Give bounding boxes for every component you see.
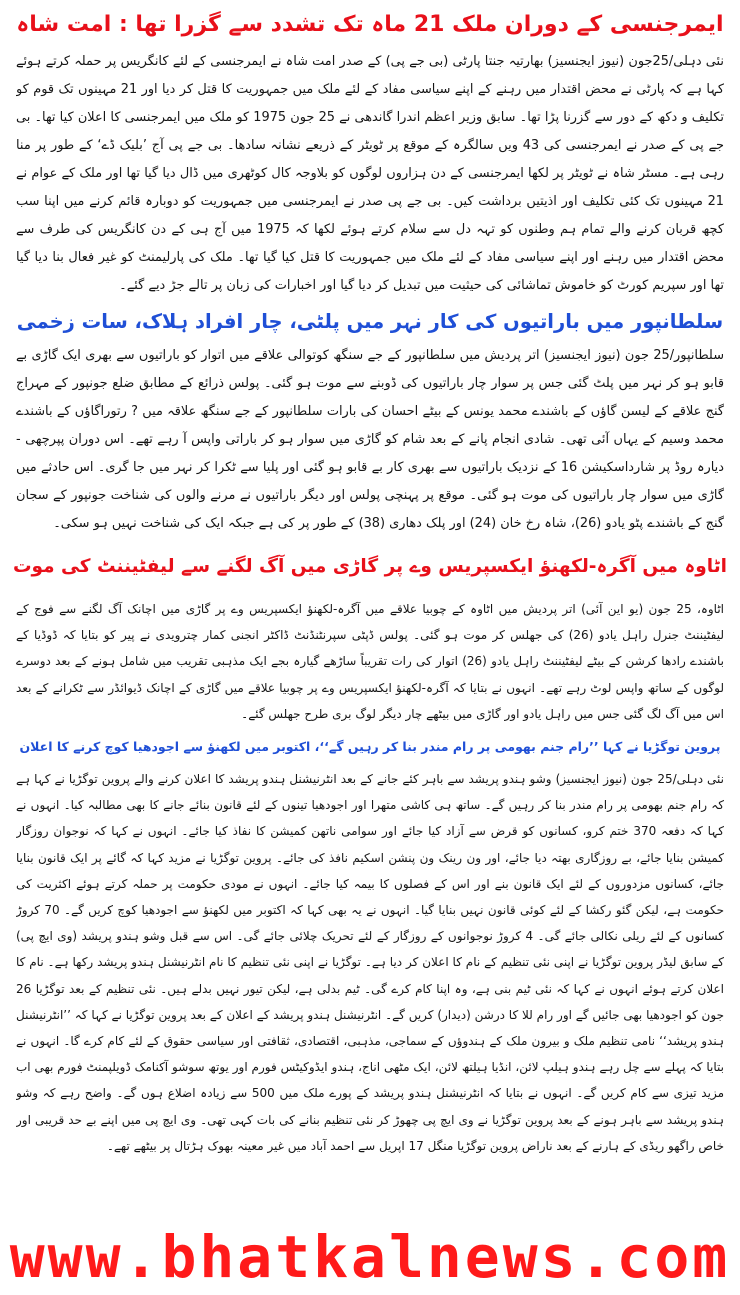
article-body-emergency: نئی دہلی/25جون (نیوز ایجنسیز) بھارتیہ جنتا پارٹی (بی جے پی) کے صدر امت شاہ نے ایمرجنسی کے لئے کانگریس پر حملہ کرتے ہوئے کہا ہے کہ پارٹی نے محض اقتدار میں رہنے کے اپنے سیاسی مفاد کے لئے ملک میں جمہوریت کا قتل کر دیا اور 21 مہینوں تک قوم کو تکلیف و دکھ کے دور سے گزرنا پڑا تھا۔ سابق وزیر اعظم اندرا گاندھی نے 25 جون 1975 کو ملک میں ایمرجنسی کا اعلان کیا تھا۔ بی جے پی کے صدر نے ایمرجنسی کی 43 ویں سالگرہ کے موقع پر ٹویٹر کے ذریعے نشانہ سادھا۔ بی جے پی آج ’بلیک ڈے‘ کے طور پر منا رہی ہے۔ مسٹر شاہ نے ٹویٹر پر لکھا ایمرجنسی کے دن ہزاروں لوگوں کو بلاوجہ کال کوٹھری میں ڈال دیا گیا تھا اور ملک کے عوام نے 21 مہینوں تک کئی تکلیف اور اذیتیں برداشت کیں۔ بی جے پی صدر نے ایمرجنسی میں جمہوریت کو دوبارہ قائم کرنے میں اپنا سب کچھ قربان کرنے والے تمام ہم وطنوں کو تہہ دل سے سلام کرتے ہوئے لکھا کہ 1975 میں آج ہی کے دن کانگریس کی طرف سے محض اقتدار میں رہنے اور اپنے سیاسی مفاد کے لئے ملک میں جمہوریت کا قتل کیا گیا تھا۔ ملک کی پارلیمنٹ کو غیر فعال بنا دیا گیا تھا اور سپریم کورٹ کو خاموش تماشائی کی حیثیت میں تبدیل کر دیا گیا اور اخبارات کی زبان پر تالے جڑ دیے گئے۔	[16, 54, 724, 293]
article-body-togadia: نئی دہلی/25 جون (نیوز ایجنسیز) وشو ہندو پریشد سے باہر کئے جانے کے بعد انٹرنیشنل ہندو پریشد کا اعلان کرنے والے پروین توگڑیا نے کہا ہے کہ رام جنم بھومی پر رام مندر بنا کر رہیں گے۔ ساتھ ہی کاشی متھرا اور اجودھیا تینوں کے لئے قانون بنائے جانے کا بھی مطالبہ کیا۔ انہوں نے کہا کہ دفعہ 370 ختم کرو، کسانوں کو قرض سے آزاد کیا جائے اور سوامی ناتھن کمیشن کا نفاذ کیا جائے۔ انہوں نے کہا کہ نوجوان روزگار کمیشن بنایا جائے، بے روزگاری بھتہ دیا جائے، اور ون رینک ون پنشن اسکیم نافذ کی جائے۔ پروین توگڑیا نے مزید کہا کہ گائے پر ایک قانون بنایا جائے، کسانوں مزدوروں کے لئے ایک قانون بنے اور اس کے فصلوں کا بیمہ کیا جائے۔ انہوں نے مودی حکومت پر حملہ کرتے ہوئے اکثریت کی حکومت ہے، لیکن گئو رکشا کے لئے کوئی قانون نہیں بنایا گیا۔ انہوں نے یہ بھی کہا کہ اکتوبر میں لکھنؤ سے اجودھیا کوچ کریں گے۔ 70 کروڑ کسانوں کے لئے ریلی نکالی جائے گی۔ 4 کروڑ نوجوانوں کے روزگار کے لئے تحریک چلائی جائے گی۔ اس سے قبل وشو ہندو پریشد (وی ایچ پی) کے سابق لیڈر پروین توگڑیا نے اپنی نئی تنظیم کے نام کا اعلان کر دیا ہے۔ توگڑیا نے اپنی نئی تنظیم کا نام انٹرنیشنل ہندو پریشد رکھا ہے۔ نام کا اعلان کرتے ہوئے انہوں نے کہا کہ نئی ٹیم بنی ہے، وہ اپنا کام کرے گی۔ ٹیم بدلی ہے، لیکن تیور نہیں بدلے ہیں۔ نئی تنظیم کے بعد توگڑیا 26 جون کو اجودھیا بھی جائیں گے اور رام للا کا درشن (دیدار) کریں گے۔ انٹرنیشنل ہندو پریشد کے اعلان کے بعد پروین توگڑیا نے کہا کہ ’’انٹرنیشنل ہندو پریشد‘‘ نامی تنظیم ملک و بیرون ملک کے ہندوؤں کے سماجی، مذہبی، اقتصادی، ثقافتی اور سیاسی حقوق کے لئے کام کرے گا۔ انہوں نے بتایا کہ پہلے سے چل رہے ہندو ہیلپ لائن، انڈیا ہیلتھ لائن، ایک مٹھی اناج، ہندو ایڈوکیٹس فورم اور یوتھ سوشو آکنامک ڈویلپمنٹ فورم بھی اب مزید تیزی سے کام کریں گے۔ انہوں نے بتایا کہ انٹرنیشنل ہندو پریشد کے پورے ملک میں 500 سے زیادہ اضلاع ہوں گے۔ واضح رہے کہ وشو ہندو پریشد سے باہر ہونے کے بعد پروین توگڑیا نے وی ایچ پی چھوڑ کر نئی تنظیم بنانے کی بات کہی تھی۔ وی ایچ پی میں اپنے بے حد قریبی اور خاص راگھو ریڈی کے ہارنے کے بعد ناراض پروین توگڑیا منگل 17 اپریل سے احمد آباد میں غیر معینہ بھوک ہڑتال پر بیٹھے تھے۔	[16, 772, 724, 1153]
headline-etawah: اٹاوہ میں آگرہ-لکھنؤ ایکسپریس وے پر گاڑی میں آگ لگنے سے لیفٹیننٹ کی موت	[12, 556, 728, 577]
footer-watermark	[0, 1222, 740, 1292]
site-url: www.bhatkalnews.com	[9, 1223, 731, 1291]
article-body-sultanpur: سلطانپور/25 جون (نیوز ایجنسیز) اتر پردیش میں سلطانپور کے جے سنگھ کوتوالی علاقے میں اتوار کو باراتیوں سے بھری ایک گاڑی بے قابو ہو کر نہر میں پلٹ گئی جس پر سوار چار باراتیوں کی ڈوبنے سے موت ہو گئی۔ پولس ذرائع کے مطابق ضلع جونپور کے مہراج گنج علاقے کے لیسن گاؤں کے باشندے محمد یونس کے بیٹے احسان کی بارات سلطانپور کے جے سنگھ علاقہ میں ? رتوراگاؤں کے باشندے محمد وسیم کے یہاں آئی تھی۔ شادی انجام پانے کے بعد شام کو گاڑی میں سوار ہو کر باراتی واپس آ رہے تھے۔ اس دوران پپرچھی - دیارہ روڈ پر شارداسکیشن 16 کے نزدیک باراتیوں سے بھری کار بے قابو ہو گئی اور پلیا سے ٹکرا کر نہر میں جا گری۔ اس حادثے میں گاڑی میں سوار چار باراتیوں کی موت ہو گئی۔ موقع پر پہنچی پولس اور دیگر باراتیوں نے مرنے والوں کی شناخت جونپور کے سجان گنج کے باشندے پٹو یادو (26)، شاہ رخ خان (24) اور پلک دھاری (38) کے طور پر کی ہے جبکہ ایک کی شناخت نہیں ہو سکی۔	[16, 348, 724, 531]
headline-togadia: پروین توگڑیا نے کہا ’’رام جنم بھومی پر رام مندر بنا کر رہیں گے‘‘، اکتوبر میں لکھنؤ سے اجودھیا کوچ کرنے کا اعلان	[19, 739, 721, 754]
article-body-etawah: اٹاوہ، 25 جون (یو این آئی) اتر پردیش میں اٹاوہ کے چوبیا علاقے میں آگرہ-لکھنؤ ایکسپریس وے پر گاڑی میں اچانک آگ لگنے سے فوج کے لیفٹیننٹ جنرل راہل یادو (26) کی جھلس کر موت ہو گئی۔ پولس ڈپٹی سپرنٹنڈنٹ ڈاکٹر انجنی کمار چترویدی نے پیر کو بتایا کہ ڈوڈیا کے باشندے رادھا کرشن کے بیٹے لیفٹیننٹ راہل یادو (26) اتوار کی رات تقریباً ساڑھے گیارہ بجے ایک مذہبی تقریب میں شامل ہونے کے بعد دوسرے لوگوں کے ساتھ واپس لوٹ رہے تھے۔ انہوں نے بتایا کہ آگرہ-لکھنؤ ایکسپریس وے پر چوبیا علاقے میں گاڑی کے اچانک ڈیوائڈر سے ٹکرانے کے بعد اس میں آگ لگ گئی جس میں راہل یادو اور گاڑی میں بیٹھے چار دیگر لوگ بری طرح جھلس گئے۔	[16, 602, 724, 721]
headline-emergency: ایمرجنسی کے دوران ملک 21 ماہ تک تشدد سے گزرا تھا : امت شاہ	[16, 12, 724, 37]
headline-sultanpur: سلطانپور میں باراتیوں کی کار نہر میں پلٹی، چار افراد ہلاک، سات زخمی	[16, 310, 724, 333]
